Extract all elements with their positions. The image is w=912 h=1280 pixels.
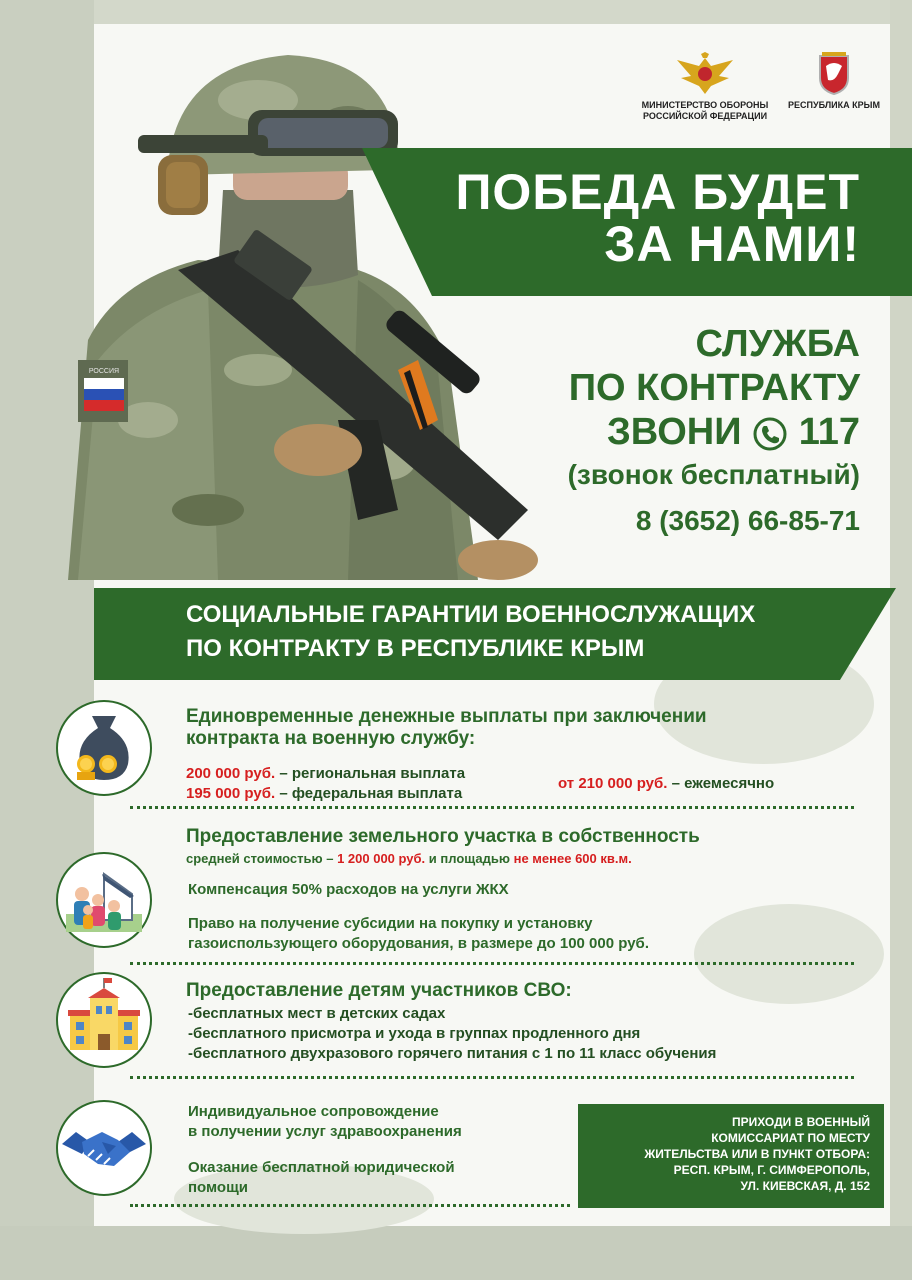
legal-support xyxy=(188,1158,568,1198)
headline-line2: ЗА НАМИ! xyxy=(604,216,860,272)
health-support xyxy=(188,1102,568,1142)
gas-subsidy xyxy=(188,914,828,954)
monthly-amount: 210 000 руб. xyxy=(578,775,668,792)
guarantees-title-line2: ПО КОНТРАКТУ В РЕСПУБЛИКЕ КРЫМ xyxy=(186,635,645,662)
divider-4 xyxy=(130,1204,570,1207)
eagle-emblem-icon xyxy=(675,52,735,96)
regional-label: – региональная выплата xyxy=(279,765,466,782)
children-item: -бесплатных мест в детских садах xyxy=(188,1005,446,1022)
contract-line1: СЛУЖБА xyxy=(695,323,860,365)
visit-line1: ПРИХОДИ В ВОЕННЫЙ xyxy=(731,1115,870,1129)
guarantees-title-line1: СОЦИАЛЬНЫЕ ГАРАНТИИ ВОЕННОСЛУЖАЩИХ xyxy=(186,601,756,628)
patch-text: РОССИЯ xyxy=(88,368,120,375)
payments-title-line2: контракта на военную службу: xyxy=(186,728,476,749)
children-item: -бесплатного присмотра и ухода в группах продленного дня xyxy=(188,1025,641,1042)
visit-info-text xyxy=(580,1114,870,1194)
federal-amount: 195 000 руб. xyxy=(186,785,276,802)
monthly-label: – ежемесячно xyxy=(671,775,775,792)
visit-line2: КОМИССАРИАТ ПО МЕСТУ xyxy=(711,1131,870,1145)
school-building-icon xyxy=(58,974,150,1066)
headline xyxy=(400,166,860,270)
mod-logo-text: МИНИСТЕРСТВО ОБОРОНЫ РОССИЙСКОЙ ФЕДЕРАЦИИ xyxy=(641,100,769,121)
family-circle xyxy=(56,852,152,948)
payments-title xyxy=(186,706,826,750)
land-details xyxy=(186,850,826,868)
land-cost-amount: 1 200 000 руб. xyxy=(337,851,426,866)
contract-line2: ПО КОНТРАКТУ xyxy=(568,367,860,409)
children-list xyxy=(188,1004,848,1064)
divider-1 xyxy=(130,806,854,809)
crimea-logo xyxy=(788,52,880,111)
health-line2: в получении услуг здравоохранения xyxy=(188,1123,462,1140)
camo-frame-top xyxy=(0,0,912,24)
visit-line5: УЛ. КИЕВСКАЯ, Д. 152 xyxy=(740,1179,870,1193)
payments-title-line1: Единовременные денежные выплаты при заключении xyxy=(186,706,707,727)
land-title: Предоставление земельного участка в собственность xyxy=(186,826,700,847)
call-number: 117 xyxy=(798,411,860,453)
land-area-prefix: и площадью xyxy=(428,851,510,866)
land-cost-prefix: средней стоимостью – xyxy=(186,851,334,866)
legal-line1: Оказание бесплатной юридической xyxy=(188,1159,455,1176)
contract-service-block xyxy=(460,322,860,542)
monthly-payment xyxy=(558,774,858,794)
visit-line3: ЖИТЕЛЬСТВА ИЛИ В ПУНКТ ОТБОРА: xyxy=(644,1147,870,1161)
school-circle xyxy=(56,972,152,1068)
federal-label: – федеральная выплата xyxy=(279,785,463,802)
visit-info-box xyxy=(578,1104,884,1208)
payments-lump-sums xyxy=(186,764,566,804)
handshake-circle xyxy=(56,1100,152,1196)
free-call-note: (звонок бесплатный) xyxy=(567,459,860,490)
crimea-logo-text: РЕСПУБЛИКА КРЫМ xyxy=(788,100,880,110)
mod-logo xyxy=(640,52,770,122)
camo-frame-bottom xyxy=(0,1226,912,1280)
call-line xyxy=(460,410,860,454)
headline-line1: ПОБЕДА БУДЕТ xyxy=(455,164,860,220)
call-label: ЗВОНИ xyxy=(606,411,742,453)
divider-2 xyxy=(130,962,854,965)
visit-line4: РЕСП. КРЫМ, Г. СИМФЕРОПОЛЬ, xyxy=(673,1163,870,1177)
divider-3 xyxy=(130,1076,854,1079)
monthly-prefix: от xyxy=(558,775,575,792)
handshake-icon xyxy=(58,1102,150,1194)
gas-subsidy-line1: Право на получение субсидии на покупку и установку xyxy=(188,915,593,932)
gas-subsidy-line2: газоиспользующего оборудования, в размере до 100 000 руб. xyxy=(188,935,649,952)
children-item: -бесплатного двухразового горячего питания с 1 по 11 класс обучения xyxy=(188,1045,717,1062)
phone-number: 8 (3652) 66-85-71 xyxy=(635,505,860,536)
children-title: Предоставление детям участников СВО: xyxy=(186,980,572,1001)
family-house-icon xyxy=(58,854,150,946)
crimea-coat-of-arms-icon xyxy=(814,52,854,96)
legal-line2: помощи xyxy=(188,1179,248,1196)
money-bag-circle xyxy=(56,700,152,796)
health-line1: Индивидуальное сопровождение xyxy=(188,1103,439,1120)
phone-icon xyxy=(752,416,788,452)
logos-area xyxy=(640,52,880,132)
utilities-compensation: Компенсация 50% расходов на услуги ЖКХ xyxy=(188,881,509,898)
land-area-value: не менее 600 кв.м. xyxy=(513,851,632,866)
regional-amount: 200 000 руб. xyxy=(186,765,276,782)
money-bag-icon xyxy=(58,702,150,794)
guarantees-title xyxy=(186,598,866,666)
